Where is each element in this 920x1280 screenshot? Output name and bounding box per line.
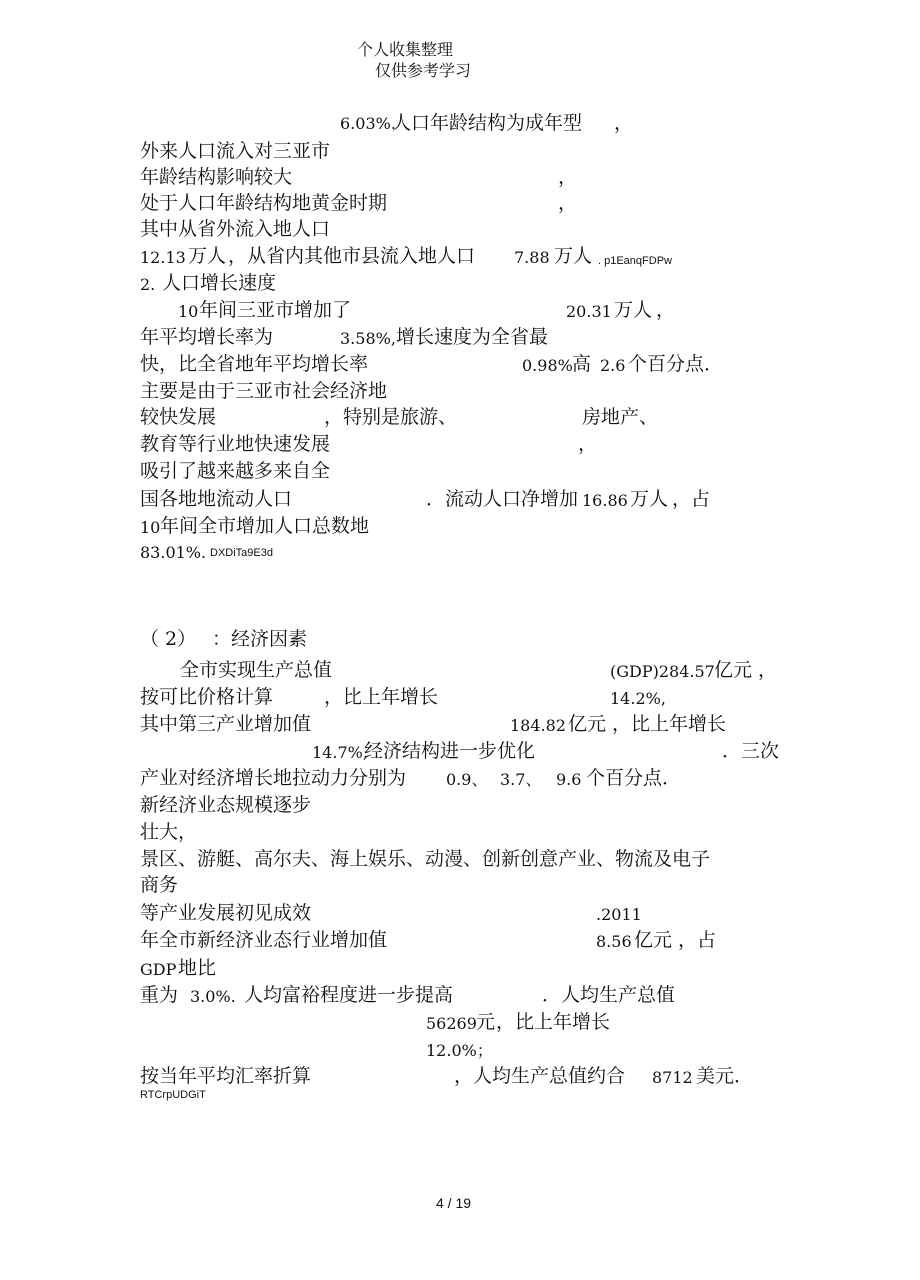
text-fragment: ，	[614, 112, 634, 134]
text-fragment: ，特别是旅游、	[324, 406, 458, 428]
text-fragment: 美元．	[696, 1065, 754, 1087]
text-fragment: 年全市新经济业态行业增加值	[140, 929, 388, 951]
text-fragment: 10	[178, 302, 199, 321]
text-fragment: 处于人口年龄结构地黄金时期	[140, 192, 388, 214]
page-number: 4 / 19	[436, 1195, 472, 1211]
text-fragment: 184.82	[510, 716, 566, 735]
text-fragment: 亿元	[634, 929, 673, 951]
text-fragment: 亿元	[714, 659, 753, 681]
text-fragment: ，	[578, 433, 598, 455]
text-fragment: 8712	[652, 1068, 693, 1087]
text-fragment: 较快发展	[140, 406, 217, 428]
text-fragment: 14.7%,	[312, 743, 368, 762]
header-line-1: 个人收集整理	[357, 40, 454, 59]
text-line: 景区、游艇、高尔夫、海上娱乐、动漫、创新创意产业、物流及电子	[140, 848, 711, 870]
text-fragment: ，人均生产总值约合	[454, 1065, 626, 1087]
text-fragment: 地比	[178, 957, 217, 979]
text-fragment: 16.86	[582, 491, 628, 510]
text-fragment: 万人	[188, 245, 227, 267]
header-line-2: 仅供参考学习	[375, 61, 472, 80]
text-fragment: 14.2%,	[610, 689, 666, 708]
text-fragment: 83.01%.	[140, 543, 207, 562]
section-heading: 人口增长速度	[162, 272, 277, 294]
text-fragment: (GDP)284.57	[610, 662, 715, 681]
text-fragment: ，	[656, 299, 676, 321]
text-line: 壮大，	[140, 821, 198, 843]
text-fragment: ，	[758, 659, 778, 681]
text-fragment: 房地产、	[582, 406, 659, 428]
text-line: 新经济业态规模逐步	[140, 794, 312, 816]
text-fragment: 按当年平均汇率折算	[140, 1065, 312, 1087]
text-fragment: 国各地地流动人口	[140, 488, 293, 510]
text-fragment: 2.6	[600, 356, 626, 375]
text-line: 其中从省外流入地人口	[140, 218, 331, 240]
text-fragment: 人口年龄结构为成年型	[392, 112, 583, 134]
text-fragment: 56269	[426, 1014, 477, 1033]
text-fragment: 元	[476, 1011, 496, 1033]
text-fragment: ，比上年增长	[612, 713, 727, 735]
text-fragment: 6.03%.	[340, 114, 396, 133]
text-line: 12.0%；	[426, 1041, 493, 1060]
section-number: （ 2）	[140, 628, 197, 650]
text-fragment: 高	[572, 353, 592, 375]
text-fragment: .2011	[596, 905, 642, 924]
text-fragment: 增长速度为全省最	[396, 326, 549, 348]
text-fragment: 0.9、	[446, 770, 488, 789]
text-fragment: 教育等行业地快速发展	[140, 433, 331, 455]
text-fragment: 年平均增长率为	[140, 326, 274, 348]
text-fragment: DXDiTa9E3d	[210, 547, 273, 559]
section-heading: ：经济因素	[212, 628, 308, 650]
text-fragment: ．人均生产总值	[542, 984, 676, 1006]
text-fragment: 万人	[554, 245, 593, 267]
text-fragment: 7.88	[514, 248, 550, 267]
text-fragment: 年间三亚市增加了	[199, 299, 352, 321]
text-fragment: 20.31	[566, 302, 612, 321]
text-fragment: 亿元	[568, 713, 607, 735]
text-fragment: ，占	[678, 929, 717, 951]
text-line: 商务	[140, 874, 179, 896]
text-fragment: 年龄结构影响较大	[140, 166, 293, 188]
text-fragment: 12.13	[140, 248, 186, 267]
text-fragment: ．流动人口净增加	[426, 488, 579, 510]
text-fragment: RTCrpUDGiT	[140, 1089, 206, 1101]
text-fragment: 经济结构进一步优化	[364, 740, 536, 762]
text-fragment: 全市实现生产总值	[180, 659, 333, 681]
text-fragment: 按可比价格计算	[140, 686, 274, 708]
text-fragment: 快，比全省地年平均增长率	[140, 353, 369, 375]
text-fragment: 3.58%,	[340, 329, 396, 348]
text-fragment: 万人	[614, 299, 653, 321]
text-fragment: 年间全市增加人口总数地	[160, 515, 370, 537]
text-fragment: 10	[140, 518, 161, 537]
text-line: 外来人口流入对三亚市	[140, 140, 331, 162]
text-fragment: 8.56	[596, 932, 632, 951]
text-fragment: 9.6	[556, 770, 582, 789]
text-fragment: 2.	[140, 275, 156, 294]
text-fragment: ，占	[672, 488, 711, 510]
text-fragment: 0.98%	[522, 356, 573, 375]
text-line: 主要是由于三亚市社会经济地	[140, 380, 388, 402]
text-fragment: ，比上年增长	[496, 1011, 611, 1033]
text-fragment: . p1EanqFDPw	[598, 255, 672, 267]
text-fragment: 个百分点．	[628, 353, 724, 375]
text-fragment: ，从省内其他市县流入地人口	[228, 245, 476, 267]
text-fragment: ，比上年增长	[324, 686, 439, 708]
text-fragment: ，	[558, 192, 578, 214]
text-fragment: 等产业发展初见成效	[140, 902, 312, 924]
text-line: 吸引了越来越多来自全	[140, 460, 331, 482]
text-fragment: 3.7、	[500, 770, 542, 789]
text-fragment: GDP	[140, 960, 177, 979]
text-fragment: ，	[558, 166, 578, 188]
text-fragment: 其中第三产业增加值	[140, 713, 312, 735]
text-fragment: 人均富裕程度进一步提高	[244, 984, 454, 1006]
text-fragment: 3.0%.	[190, 987, 236, 1006]
text-fragment: ．三次	[722, 740, 780, 762]
text-fragment: 产业对经济增长地拉动力分别为	[140, 767, 407, 789]
text-fragment: 重为	[140, 984, 179, 1006]
text-fragment: 万人	[630, 488, 669, 510]
text-fragment: 个百分点．	[586, 767, 682, 789]
